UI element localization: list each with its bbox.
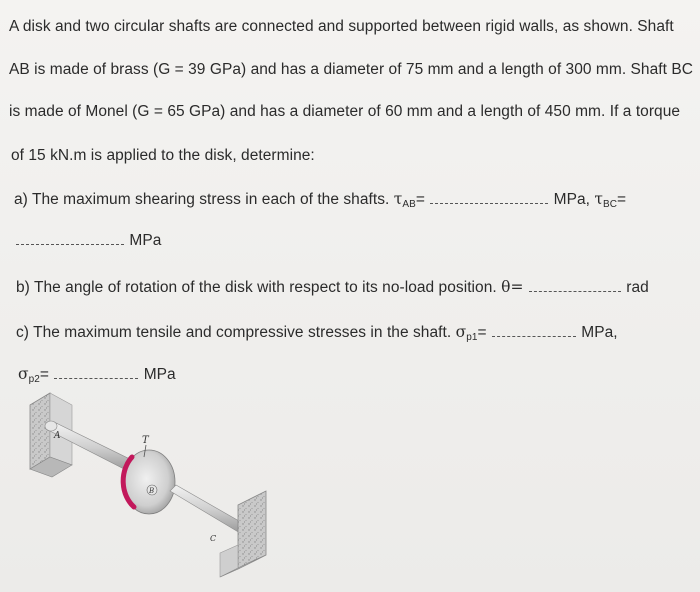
equals-sign-4: = — [39, 366, 49, 383]
sigma-symbol: σ — [455, 323, 467, 341]
problem-line-2: AB is made of brass (G = 39 GPa) and has a diameter of 75 mm and a length of 300 mm. Shaft BC — [9, 61, 693, 78]
problem-line-1: A disk and two circular shafts are connected and supported between rigid walls, as shown. Shaft — [9, 18, 674, 35]
bc-subscript: BC — [603, 199, 618, 210]
sigma-symbol-2: σ — [18, 365, 29, 383]
label-c: C — [210, 534, 217, 543]
label-b: B — [149, 487, 155, 495]
sigma-p2-answer-blank[interactable] — [54, 368, 138, 379]
equals-sign-3: = — [477, 324, 487, 341]
equals-sign-2: = — [617, 191, 627, 208]
sigma-p1-answer-blank[interactable] — [492, 326, 576, 337]
problem-line-3: is made of Monel (G = 65 GPa) and has a diameter of 60 mm and a length of 450 mm. If a torque — [9, 103, 681, 120]
part-a-question — [14, 190, 626, 210]
part-a-second-line — [15, 232, 161, 250]
shaft-bc — [170, 485, 246, 533]
theta-answer-blank[interactable] — [529, 281, 621, 292]
part-c-unit-1: MPa, — [581, 324, 618, 341]
part-a-unit-1: MPa, — [553, 191, 595, 208]
disk — [123, 450, 175, 514]
right-wall — [220, 491, 266, 577]
part-b-unit: rad — [626, 279, 649, 296]
part-c-text: c) The maximum tensile and compressive stresses in the shaft. — [16, 324, 456, 341]
part-c-second-line — [18, 365, 176, 385]
tau-ab-answer-blank[interactable] — [430, 193, 548, 204]
part-c-unit-2: MPa — [143, 366, 176, 383]
tau-symbol-2: τ — [594, 190, 604, 208]
part-a-unit-2: MPa — [129, 232, 162, 249]
theta-symbol: θ= — [501, 278, 524, 296]
part-a-text: a) The maximum shearing stress in each of the shafts. — [14, 191, 394, 208]
ab-subscript: AB — [402, 199, 416, 210]
p2-subscript: p2 — [28, 374, 40, 385]
part-b-question — [16, 278, 649, 297]
equals-sign: = — [415, 191, 425, 208]
tau-symbol: τ — [393, 190, 403, 208]
label-t: T — [142, 435, 149, 446]
part-c-question — [16, 323, 618, 343]
tau-bc-answer-blank[interactable] — [16, 234, 124, 245]
shaft-disk-figure — [20, 385, 280, 585]
p1-subscript: p1 — [466, 332, 478, 343]
problem-line-4: of 15 kN.m is applied to the disk, determine: — [11, 147, 315, 164]
part-b-text: b) The angle of rotation of the disk with respect to its no-load position. — [16, 279, 502, 296]
label-a: A — [54, 431, 61, 441]
